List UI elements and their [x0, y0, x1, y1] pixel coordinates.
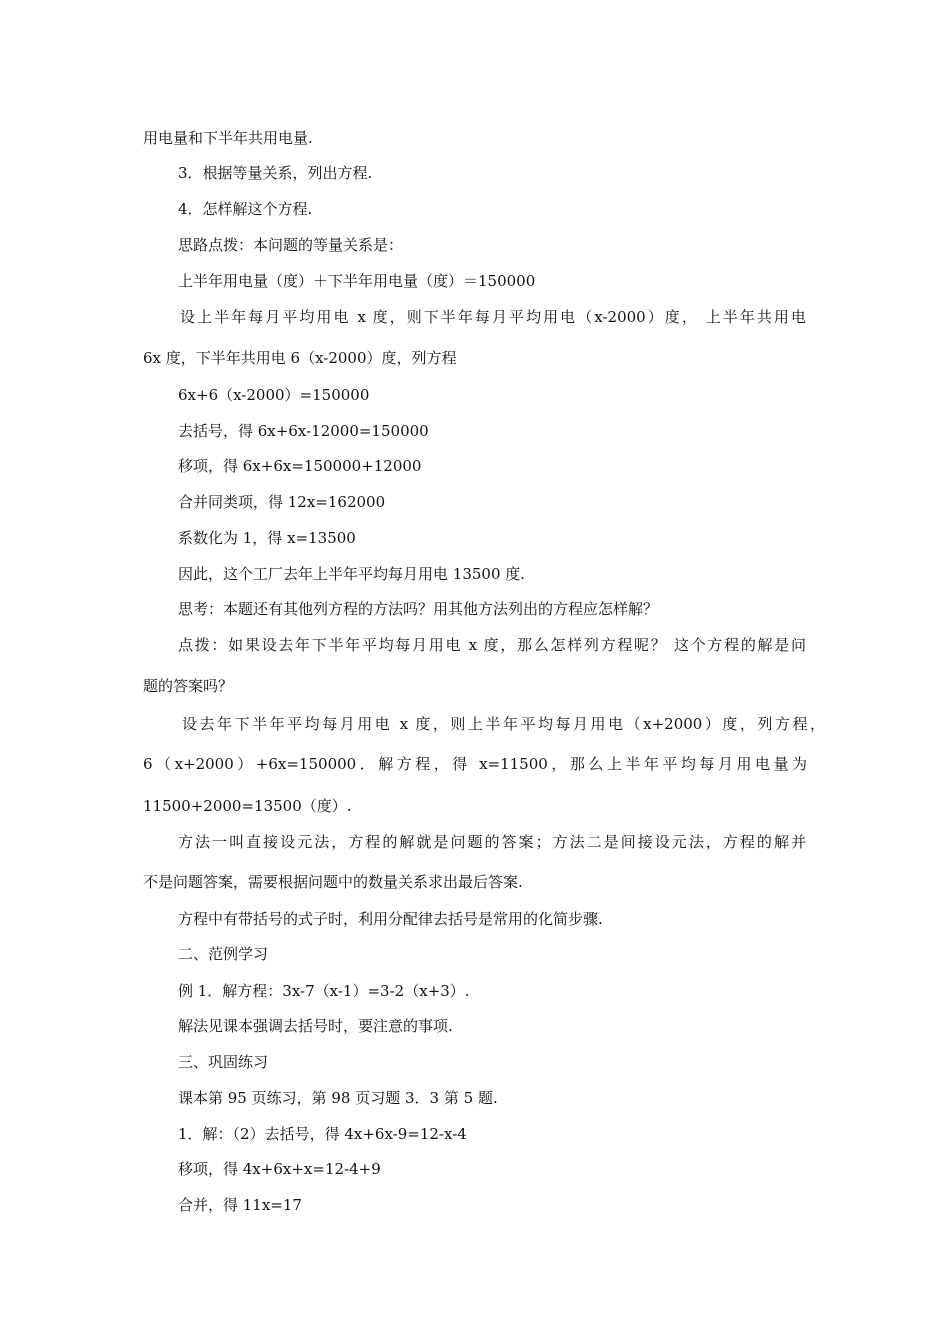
text-line: 移项，得 4x+6x+x=12-4+9 [178, 1160, 381, 1178]
text-line: 题的答案吗？ [143, 677, 234, 695]
text-line: 移项，得 6x+6x=150000+12000 [178, 457, 422, 475]
text-line: 方程中有带括号的式子时，利用分配律去括号是常用的化简步骤. [178, 910, 603, 928]
text-line: 解法见课本强调去括号时，要注意的事项. [178, 1017, 453, 1035]
text-line: 思路点拨：本问题的等量关系是： [178, 236, 404, 254]
text-line: 6（x+2000）+6x=150000．解方程，得 x=11500，那么上半年平均每月用电量为 [143, 755, 807, 773]
text-line: 设上半年每月平均用电 x 度，则下半年每月平均用电（x-2000）度， 上半年共用电 [180, 308, 806, 326]
text-line: 6x 度，下半年共用电 6（x-2000）度，列方程 [143, 349, 457, 367]
text-line: 点拨：如果设去年下半年平均每月用电 x 度，那么怎样列方程呢？ 这个方程的解是问 [178, 636, 806, 654]
text-line: 上半年用电量（度）＋下半年用电量（度）＝150000 [178, 272, 536, 290]
text-line: 去括号，得 6x+6x-12000=150000 [178, 422, 429, 440]
text-line: 4．怎样解这个方程. [178, 200, 313, 218]
text-line: 因此，这个工厂去年上半年平均每月用电 13500 度. [178, 565, 526, 583]
text-line: 用电量和下半年共用电量. [143, 129, 313, 147]
text-line: 6x+6（x-2000）=150000 [178, 386, 370, 404]
text-line: 系数化为 1，得 x=13500 [178, 529, 356, 547]
text-line: 合并同类项，得 12x=162000 [178, 493, 386, 511]
text-line: 合并，得 11x=17 [178, 1196, 302, 1214]
text-line: 思考：本题还有其他列方程的方法吗？用其他方法列出的方程应怎样解？ [178, 600, 659, 618]
section-heading: 二、范例学习 [178, 945, 269, 963]
text-line: 3．根据等量关系，列出方程. [178, 164, 373, 182]
text-line: 设去年下半年平均每月用电 x 度，则上半年平均每月用电（x+2000）度，列方程， [182, 715, 825, 733]
text-line: 不是问题答案，需要根据问题中的数量关系求出最后答案. [143, 873, 523, 891]
text-line: 1．解：（2）去括号，得 4x+6x-9=12-x-4 [178, 1125, 467, 1143]
text-line: 例 1．解方程：3x-7（x-1）=3-2（x+3）. [178, 982, 470, 1000]
text-line: 方法一叫直接设元法，方程的解就是问题的答案；方法二是间接设元法，方程的解并 [178, 833, 806, 851]
text-line: 11500+2000=13500（度）. [143, 797, 352, 815]
text-line: 课本第 95 页练习，第 98 页习题 3．3 第 5 题. [178, 1089, 498, 1107]
section-heading: 三、巩固练习 [178, 1053, 269, 1071]
